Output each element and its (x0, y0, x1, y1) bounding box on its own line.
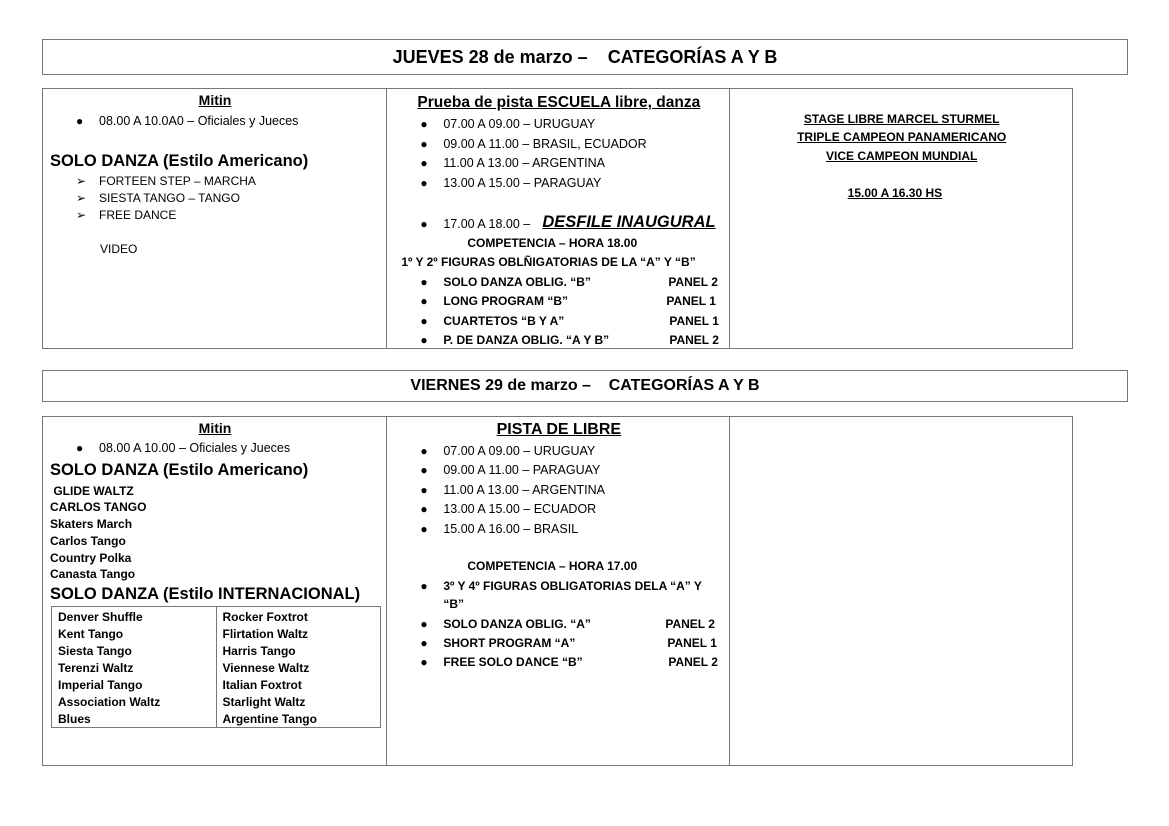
day2-slot-1: 07.00 A 09.00 – URUGUAY (443, 444, 596, 458)
day1-slot-1: 07.00 A 09.00 – URUGUAY (443, 117, 596, 131)
day1-figuras: 1º Y 2º FIGURAS OBLÑIGATORIAS DE LA “A” Y “B” (401, 255, 696, 269)
day2-american-3: Skaters March (50, 517, 133, 531)
bullet-icon: ● (420, 522, 428, 536)
intl-dance: Kent Tango (58, 627, 124, 641)
day1-video: VIDEO (100, 242, 138, 256)
intl-dance: Imperial Tango (58, 678, 143, 692)
arrow-bullet-icon: ➢ (76, 208, 87, 222)
bullet-icon: ● (420, 156, 428, 170)
bullet-icon: ● (420, 502, 428, 516)
day2-american-4: Carlos Tango (50, 534, 126, 548)
day1-header (42, 39, 1128, 75)
day2-slot-5: 15.00 A 16.00 – BRASIL (443, 522, 579, 536)
day1-competencia: COMPETENCIA – HORA 18.00 (467, 236, 638, 250)
day1-col-stage (729, 89, 1072, 348)
day1-mitin-title: Mitin (198, 92, 232, 108)
day2-header-text: VIERNES 29 de marzo – CATEGORÍAS A Y B (410, 377, 760, 394)
day2-american-5: Country Polka (50, 551, 132, 565)
day1-header-text: JUEVES 28 de marzo – CATEGORÍAS A Y B (392, 46, 778, 67)
bullet-icon: ● (420, 217, 428, 231)
intl-dance: Rocker Foxtrot (222, 610, 308, 624)
day1-stage-line-1: STAGE LIBRE MARCEL STURMEL (803, 112, 1000, 126)
arrow-bullet-icon: ➢ (76, 174, 87, 188)
bullet-icon: ● (76, 114, 84, 128)
day1-event-2-name: LONG PROGRAM “B” (443, 294, 568, 308)
day2-american-6: Canasta Tango (50, 567, 136, 581)
intl-dance: Viennese Waltz (222, 661, 310, 675)
day1-event-1-name: SOLO DANZA OBLIG. “B” (443, 275, 591, 289)
intl-dance: Italian Foxtrot (222, 678, 302, 692)
day2-slot-3: 11.00 A 13.00 – ARGENTINA (443, 483, 605, 497)
day1-stage-line-3: VICE CAMPEON MUNDIAL (825, 149, 978, 163)
day1-dance-2: SIESTA TANGO – TANGO (99, 191, 240, 205)
day2-mitin-title: Mitin (198, 420, 232, 436)
day2-figuras-1: 3º Y 4º FIGURAS OBLIGATORIAS DELA “A” Y (443, 579, 702, 593)
day1-dance-3: FREE DANCE (99, 208, 177, 222)
bullet-icon: ● (420, 655, 428, 669)
bullet-icon: ● (420, 483, 428, 497)
day1-solo-heading: SOLO DANZA (Estilo Americano) (50, 152, 309, 170)
arrow-bullet-icon: ➢ (76, 191, 87, 205)
day1-slot-3: 11.00 A 13.00 – ARGENTINA (443, 156, 605, 170)
intl-dance: Harris Tango (222, 644, 296, 658)
intl-dance: Association Waltz (58, 695, 161, 709)
day1-stage-line-2: TRIPLE CAMPEON PANAMERICANO (797, 130, 1007, 144)
day1-slot-2: 09.00 A 11.00 – BRASIL, ECUADOR (443, 137, 647, 151)
bullet-icon: ● (420, 636, 428, 650)
day2-intl-table (51, 606, 381, 728)
day1-slot-4: 13.00 A 15.00 – PARAGUAY (443, 176, 602, 190)
bullet-icon: ● (420, 117, 428, 131)
day1-dance-1: FORTEEN STEP – MARCHA (99, 174, 256, 188)
bullet-icon: ● (420, 463, 428, 477)
day1-event-1-panel: PANEL 2 (668, 275, 718, 289)
day2-event-1-panel: PANEL 2 (665, 617, 715, 631)
bullet-icon: ● (76, 441, 84, 455)
day2-intl-col-right (216, 607, 381, 727)
day2-pista-title: PISTA DE LIBRE (496, 421, 622, 438)
day2-header (42, 370, 1128, 402)
bullet-icon: ● (420, 617, 428, 631)
bullet-icon: ● (420, 314, 428, 328)
day2-event-3-panel: PANEL 2 (668, 655, 718, 669)
day1-col-pista (386, 89, 728, 348)
intl-dance: Terenzi Waltz (58, 661, 134, 675)
day2-intl-heading: SOLO DANZA (Estilo INTERNACIONAL) (50, 585, 361, 603)
intl-dance: Starlight Waltz (222, 695, 306, 709)
bullet-icon: ● (420, 333, 428, 347)
bullet-icon: ● (420, 294, 428, 308)
day1-mitin-item: 08.00 A 10.0A0 – Oficiales y Jueces (99, 114, 299, 128)
day2-mitin-item: 08.00 A 10.00 – Oficiales y Jueces (99, 441, 291, 455)
day2-slot-4: 13.00 A 15.00 – ECUADOR (443, 502, 597, 516)
intl-dance: Denver Shuffle (58, 610, 143, 624)
intl-dance: Blues (58, 712, 91, 726)
day2-col-pista (386, 417, 728, 765)
day1-pista-title: Prueba de pista ESCUELA libre, danza (417, 94, 701, 111)
day2-competencia: COMPETENCIA – HORA 17.00 (467, 559, 638, 573)
day1-event-3-panel: PANEL 1 (669, 314, 719, 328)
intl-dance: Argentine Tango (222, 712, 317, 726)
day1-event-3-name: CUARTETOS “B Y A” (443, 314, 565, 328)
day2-event-2-panel: PANEL 1 (667, 636, 717, 650)
day1-desfile: DESFILE INAUGURAL (542, 213, 716, 231)
day2-table (42, 416, 1073, 766)
day2-event-2-name: SHORT PROGRAM “A” (443, 636, 576, 650)
day2-intl-col-left (52, 607, 216, 727)
bullet-icon: ● (420, 444, 428, 458)
day2-american-2: CARLOS TANGO (50, 500, 147, 514)
day1-event-2-panel: PANEL 1 (666, 294, 716, 308)
day1-event-4-panel: PANEL 2 (669, 333, 719, 347)
bullet-icon: ● (420, 579, 428, 593)
day2-col-empty (729, 417, 1072, 765)
day1-col-mitin (43, 89, 386, 348)
day1-desfile-time: 17.00 A 18.00 – (443, 217, 531, 231)
day1-table (42, 88, 1073, 349)
intl-dance: Siesta Tango (58, 644, 132, 658)
day2-slot-2: 09.00 A 11.00 – PARAGUAY (443, 463, 601, 477)
day2-event-1-name: SOLO DANZA OBLIG. “A” (443, 617, 591, 631)
day2-event-3-name: FREE SOLO DANCE “B” (443, 655, 583, 669)
intl-dance: Flirtation Waltz (222, 627, 309, 641)
day2-american-1: GLIDE WALTZ (50, 484, 134, 498)
bullet-icon: ● (420, 176, 428, 190)
day1-event-4-name: P. DE DANZA OBLIG. “A Y B” (443, 333, 610, 347)
bullet-icon: ● (420, 137, 428, 151)
day1-stage-time: 15.00 A 16.30 HS (847, 186, 943, 200)
day2-american-heading: SOLO DANZA (Estilo Americano) (50, 461, 309, 479)
day2-col-mitin (43, 417, 386, 765)
bullet-icon: ● (420, 275, 428, 289)
day2-figuras-2: “B” (443, 597, 464, 611)
